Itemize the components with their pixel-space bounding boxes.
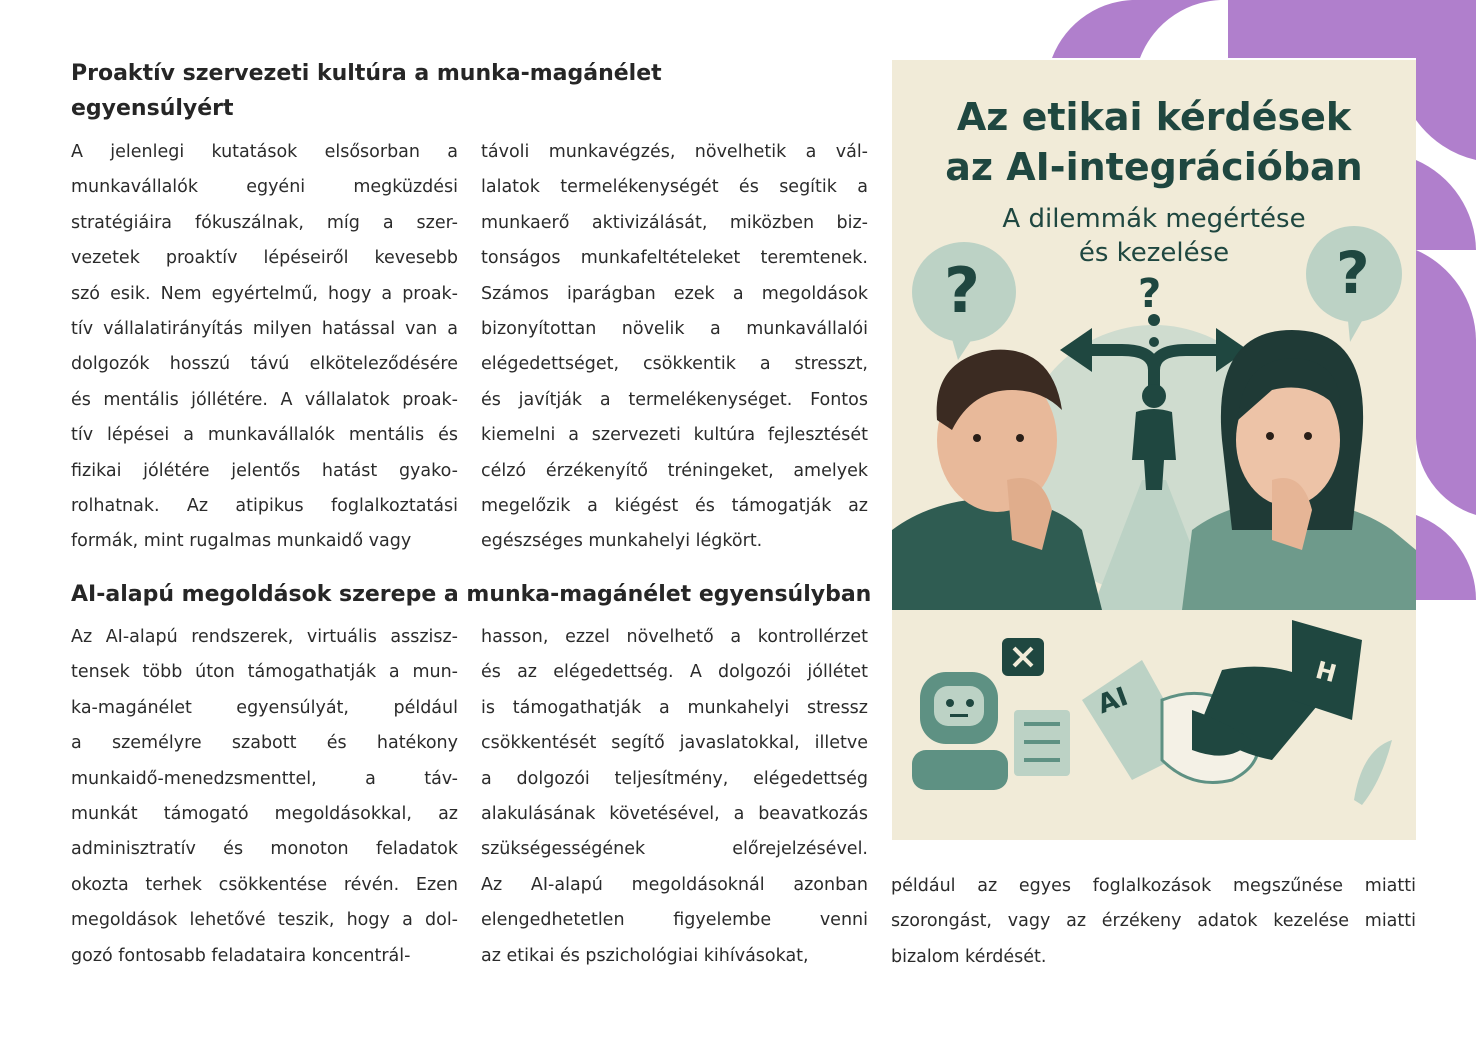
paragraph-line: munkaerő aktivizálását, miközben biz-: [481, 212, 868, 233]
paragraph-line: elégedettséget, csökkentik a stresszt,: [481, 354, 868, 375]
paragraph-line: dolgozók hosszú távú elköteleződésére: [71, 354, 458, 375]
paragraph-line: és mentális jóllétére. A vállalatok proak-: [71, 389, 458, 410]
section2-heading: AI-alapú megoldások szerepe a munka-magánélet egyensúlyban: [71, 582, 872, 607]
paragraph-line: megoldások lehetővé teszik, hogy a dol-: [71, 910, 458, 931]
paragraph-line: gozó fontosabb feladataira koncentrál-: [71, 945, 411, 966]
paragraph-line: A jelenlegi kutatások elsősorban a: [71, 142, 458, 162]
checklist-icon: [1014, 710, 1070, 776]
section1-column-2: [481, 135, 868, 560]
glove-label-h: H: [1312, 655, 1340, 689]
question-mark-right: ?: [1336, 239, 1370, 307]
close-bubble-icon: [1002, 638, 1044, 676]
poster-title-line: Az etikai kérdések: [956, 95, 1352, 139]
question-mark-left: ?: [944, 254, 980, 327]
paragraph-line: az etikai és pszichológiai kihívásokat,: [481, 945, 809, 966]
paragraph-line: és javítják a termelékenységet. Fontos: [481, 389, 868, 410]
section1-heading: [71, 56, 662, 126]
paragraph-line: bizalom kérdését.: [891, 946, 1047, 967]
paragraph-line: távoli munkavégzés, növelhetik a vál-: [481, 142, 868, 162]
poster-subtitle-line: A dilemmák megértése: [1002, 204, 1306, 234]
paragraph-line: hasson, ezzel növelhető a kontrollérzet: [481, 627, 868, 647]
paragraph-line: szó esik. Nem egyértelmű, hogy a proak-: [71, 283, 458, 304]
paragraph-line: tensek több úton támogathatják a mun-: [71, 662, 458, 683]
paragraph-line: egészséges munkahelyi légkört.: [481, 531, 763, 552]
section1-heading-line: Proaktív szervezeti kultúra a munka-magánélet: [71, 61, 662, 86]
paragraph-line: munkaidő-menedzsmenttel, a táv-: [71, 768, 458, 789]
paragraph-line: okozta terhek csökkentése révén. Ezen: [71, 874, 458, 895]
paragraph-line: tonságos munkafeltételeket teremtenek.: [481, 248, 868, 269]
paragraph-line: és az elégedettség. A dolgozói jóllétet: [481, 662, 868, 683]
paragraph-line: Számos iparágban ezek a megoldások: [481, 283, 868, 304]
paragraph-line: bizonyítottan növelik a munkavállalói: [481, 319, 868, 340]
section1-column-1: [71, 135, 458, 560]
paragraph-line: ka-magánélet egyensúlyát, például: [71, 697, 458, 718]
paragraph-line: kiemelni a szervezeti kultúra fejlesztését: [481, 425, 868, 446]
paragraph-line: szorongást, vagy az érzékeny adatok kezelése miatti: [891, 911, 1416, 932]
paragraph-line: rolhatnak. Az atipikus foglalkoztatási: [71, 496, 458, 517]
paragraph-line: Az AI-alapú rendszerek, virtuális asszisz-: [71, 627, 458, 647]
paragraph-line: munkavállalók egyéni megküzdési: [71, 177, 458, 198]
paragraph-line: stratégiáira fókuszálnak, míg a szer-: [71, 212, 458, 233]
paragraph-line: munkát támogató megoldásokkal, az: [71, 804, 458, 825]
section2-column-3: [891, 869, 1416, 975]
poster-title-line: az AI-integrációban: [945, 145, 1363, 189]
section2-column-2: [481, 620, 868, 974]
paragraph-line: lalatok termelékenységét és segítik a: [481, 177, 868, 198]
paragraph-line: elengedhetetlen figyelembe venni: [481, 910, 868, 931]
paragraph-line: vezetek proaktív lépéseiről kevesebb: [71, 248, 458, 269]
paragraph-line: tív lépései a munkavállalók mentális és: [71, 425, 458, 446]
robot-icon: [912, 672, 1008, 790]
glove-label-ai: AI: [1093, 681, 1133, 721]
paragraph-line: Az AI-alapú megoldásoknál azonban: [481, 874, 868, 895]
plant-right: [1354, 740, 1392, 805]
paragraph-line: is támogathatják a munkahelyi stressz: [481, 697, 868, 718]
ethics-poster-image: [892, 60, 1416, 840]
paragraph-line: alakulásának követésével, a beavatkozás: [481, 804, 868, 825]
paragraph-line: a dolgozói teljesítmény, elégedettség: [481, 768, 868, 789]
paragraph-line: szükségességének előrejelzésével.: [481, 839, 868, 860]
paragraph-line: formák, mint rugalmas munkaidő vagy: [71, 531, 412, 552]
paragraph-line: adminisztratív és monoton feladatok: [71, 839, 458, 860]
paragraph-line: például az egyes foglalkozások megszűnése miatti: [891, 876, 1416, 896]
poster-subtitle-line: és kezelése: [1078, 238, 1230, 268]
paragraph-line: célzó érzékenyítő tréningeket, amelyek: [481, 460, 868, 481]
section1-heading-line: egyensúlyért: [71, 96, 234, 121]
paragraph-line: tív vállalatirányítás milyen hatással van a: [71, 319, 458, 340]
paragraph-line: csökkentését segítő javaslatokkal, illetve: [481, 733, 868, 754]
question-mark-center: ?: [1138, 271, 1162, 317]
paragraph-line: fizikai jólétére jelentős hatást gyako-: [71, 460, 458, 481]
section2-column-1: [71, 620, 458, 974]
paragraph-line: megelőzik a kiégést és támogatják az: [481, 496, 868, 517]
paragraph-line: a személyre szabott és hatékony: [71, 733, 458, 754]
